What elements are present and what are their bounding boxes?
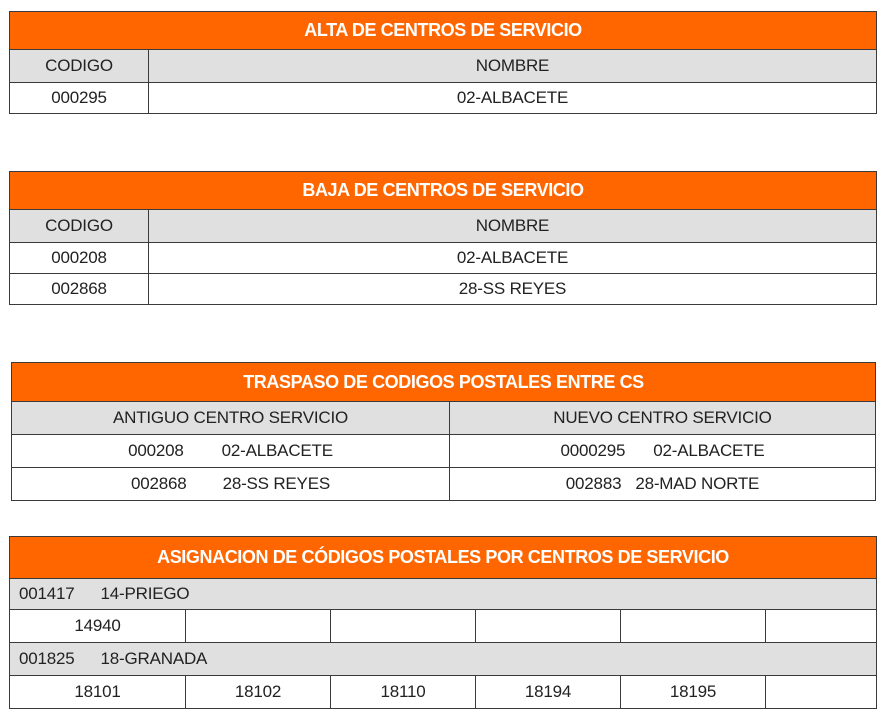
table-row [10,676,877,709]
postal-code-cell: 18101 [10,676,186,709]
postal-code-cell [476,610,621,643]
alta-row-nombre: 02-ALBACETE [149,83,877,114]
traspaso-antiguo-codigo: 002868 [131,474,187,493]
traspaso-antiguo-nombre: 28-SS REYES [222,474,330,493]
traspaso-nuevo-nombre: 28-MAD NORTE [635,474,760,493]
table-row [10,274,877,305]
postal-code-cell: 18194 [476,676,621,709]
table-row [10,610,877,643]
traspaso-antiguo-nombre: 02-ALBACETE [221,441,333,460]
baja-row-codigo: 000208 [10,243,149,274]
traspaso-nuevo-codigo: 0000295 [560,441,626,460]
baja-table [9,171,877,305]
traspaso-nuevo-cell [450,435,876,468]
postal-code-cell [186,610,331,643]
table-row [10,243,877,274]
asignacion-group-header [10,643,877,676]
traspaso-antiguo-cell [12,468,450,501]
asignacion-group-codigo: 001417 [19,584,75,603]
baja-header-row [10,210,877,243]
traspaso-nuevo-codigo: 002883 [565,474,622,493]
traspaso-header-row [12,402,876,435]
postal-code-cell: 18195 [621,676,766,709]
asignacion-table [9,536,877,709]
postal-code-cell [331,610,476,643]
traspaso-header-antiguo: ANTIGUO CENTRO SERVICIO [12,402,450,435]
table-row [12,468,876,501]
traspaso-antiguo-codigo: 000208 [128,441,184,460]
traspaso-nuevo-cell [450,468,876,501]
baja-header-codigo: CODIGO [10,210,149,243]
alta-header-nombre: NOMBRE [149,50,877,83]
asignacion-group-nombre: 18-GRANADA [100,649,208,668]
postal-code-cell [766,676,877,709]
postal-code-cell [621,610,766,643]
alta-header-codigo: CODIGO [10,50,149,83]
table-row [12,435,876,468]
asignacion-group-label [10,579,877,610]
asignacion-title: ASIGNACION DE CÓDIGOS POSTALES POR CENTROS DE SERVICIO [10,537,877,579]
asignacion-group-nombre: 14-PRIEGO [100,584,190,603]
baja-row-nombre: 02-ALBACETE [149,243,877,274]
postal-code-cell [766,610,877,643]
asignacion-group-label [10,643,877,676]
traspaso-nuevo-nombre: 02-ALBACETE [653,441,765,460]
postal-code-cell: 18110 [331,676,476,709]
traspaso-table [11,362,876,501]
traspaso-title: TRASPASO DE CODIGOS POSTALES ENTRE CS [12,363,876,402]
baja-title: BAJA DE CENTROS DE SERVICIO [10,172,877,210]
alta-header-row [10,50,877,83]
traspaso-antiguo-cell [12,435,450,468]
postal-code-cell: 18102 [186,676,331,709]
baja-row-nombre: 28-SS REYES [149,274,877,305]
baja-header-nombre: NOMBRE [149,210,877,243]
baja-row-codigo: 002868 [10,274,149,305]
alta-table [9,11,877,114]
alta-row-codigo: 000295 [10,83,149,114]
asignacion-group-header [10,579,877,610]
table-row [10,83,877,114]
alta-title: ALTA DE CENTROS DE SERVICIO [10,12,877,50]
postal-code-cell: 14940 [10,610,186,643]
traspaso-header-nuevo: NUEVO CENTRO SERVICIO [450,402,876,435]
asignacion-group-codigo: 001825 [19,649,75,668]
